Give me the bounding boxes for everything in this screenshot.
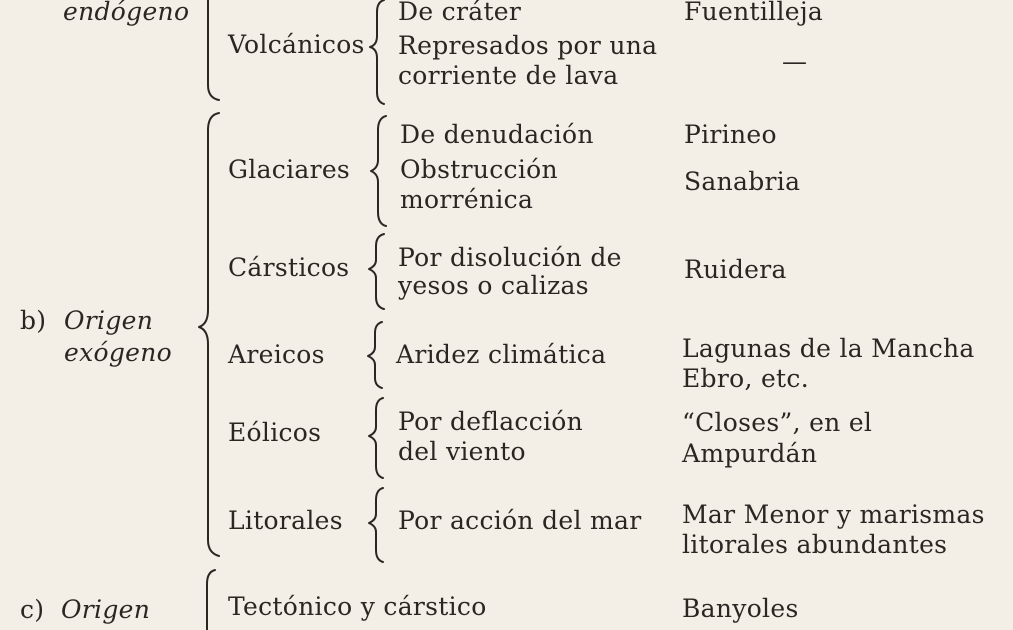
group-label-glaciares: Glaciares	[228, 155, 351, 184]
brace-volcanicos	[370, 0, 384, 104]
origin-c-label: Origen	[61, 595, 151, 624]
brace-eolicos	[369, 398, 383, 478]
glaciares-sub-2-line-1: Obstrucción	[400, 155, 558, 184]
areicos-text: Aridez climática	[396, 340, 607, 369]
glaciares-sub-2-example: Sanabria	[684, 167, 801, 196]
litorales-example-line-1: Mar Menor y marismas	[682, 500, 985, 529]
volcanicos-sub-1-text: De cráter	[398, 0, 522, 26]
brace-b	[199, 113, 219, 556]
brace-carsticos	[369, 234, 384, 309]
brace-litorales	[369, 488, 383, 562]
volcanicos-sub-2-line-1: Represados por una	[398, 31, 658, 60]
volcanicos-sub-2-example: —	[782, 47, 808, 76]
group-label-carsticos: Cársticos	[228, 253, 350, 282]
glaciares-sub-1-text: De denudación	[400, 120, 594, 149]
section-c-letter: c)	[20, 595, 45, 624]
group-label-volcanicos: Volcánicos	[228, 30, 365, 59]
litorales-example-line-2: litorales abundantes	[682, 530, 948, 559]
section-b-letter: b)	[20, 306, 47, 335]
tectonico-example: Banyoles	[682, 594, 799, 623]
volcanicos-sub-2-line-2: corriente de lava	[398, 61, 619, 90]
eolicos-example-line-2: Ampurdán	[682, 439, 818, 468]
glaciares-sub-1-example: Pirineo	[684, 120, 777, 149]
brace-areicos	[368, 322, 382, 388]
glaciares-sub-2-line-2: morrénica	[400, 185, 534, 214]
origin-exogeno-line-1: Origen	[64, 306, 154, 335]
carsticos-line-2: yesos o calizas	[398, 271, 589, 300]
brace-a	[208, 0, 219, 100]
litorales-text: Por acción del mar	[398, 506, 642, 535]
carsticos-example: Ruidera	[684, 255, 787, 284]
areicos-example-line-2: Ebro, etc.	[682, 364, 809, 393]
group-label-litorales: Litorales	[228, 506, 343, 535]
carsticos-line-1: Por disolución de	[398, 243, 622, 272]
group-label-areicos: Areicos	[228, 340, 325, 369]
origin-exogeno-line-2: exógeno	[64, 338, 172, 367]
eolicos-example-line-1: “Closes”, en el	[682, 408, 873, 437]
group-label-eolicos: Eólicos	[228, 418, 322, 447]
brace-glaciares	[371, 116, 386, 226]
brace-c	[207, 570, 215, 630]
eolicos-line-1: Por deflacción	[398, 407, 584, 436]
volcanicos-sub-1-example: Fuentilleja	[684, 0, 824, 26]
tectonico-text: Tectónico y cárstico	[228, 592, 487, 621]
origin-endogeno-label: endógeno	[63, 0, 190, 26]
eolicos-line-2: del viento	[398, 437, 526, 466]
areicos-example-line-1: Lagunas de la Mancha	[682, 334, 975, 363]
